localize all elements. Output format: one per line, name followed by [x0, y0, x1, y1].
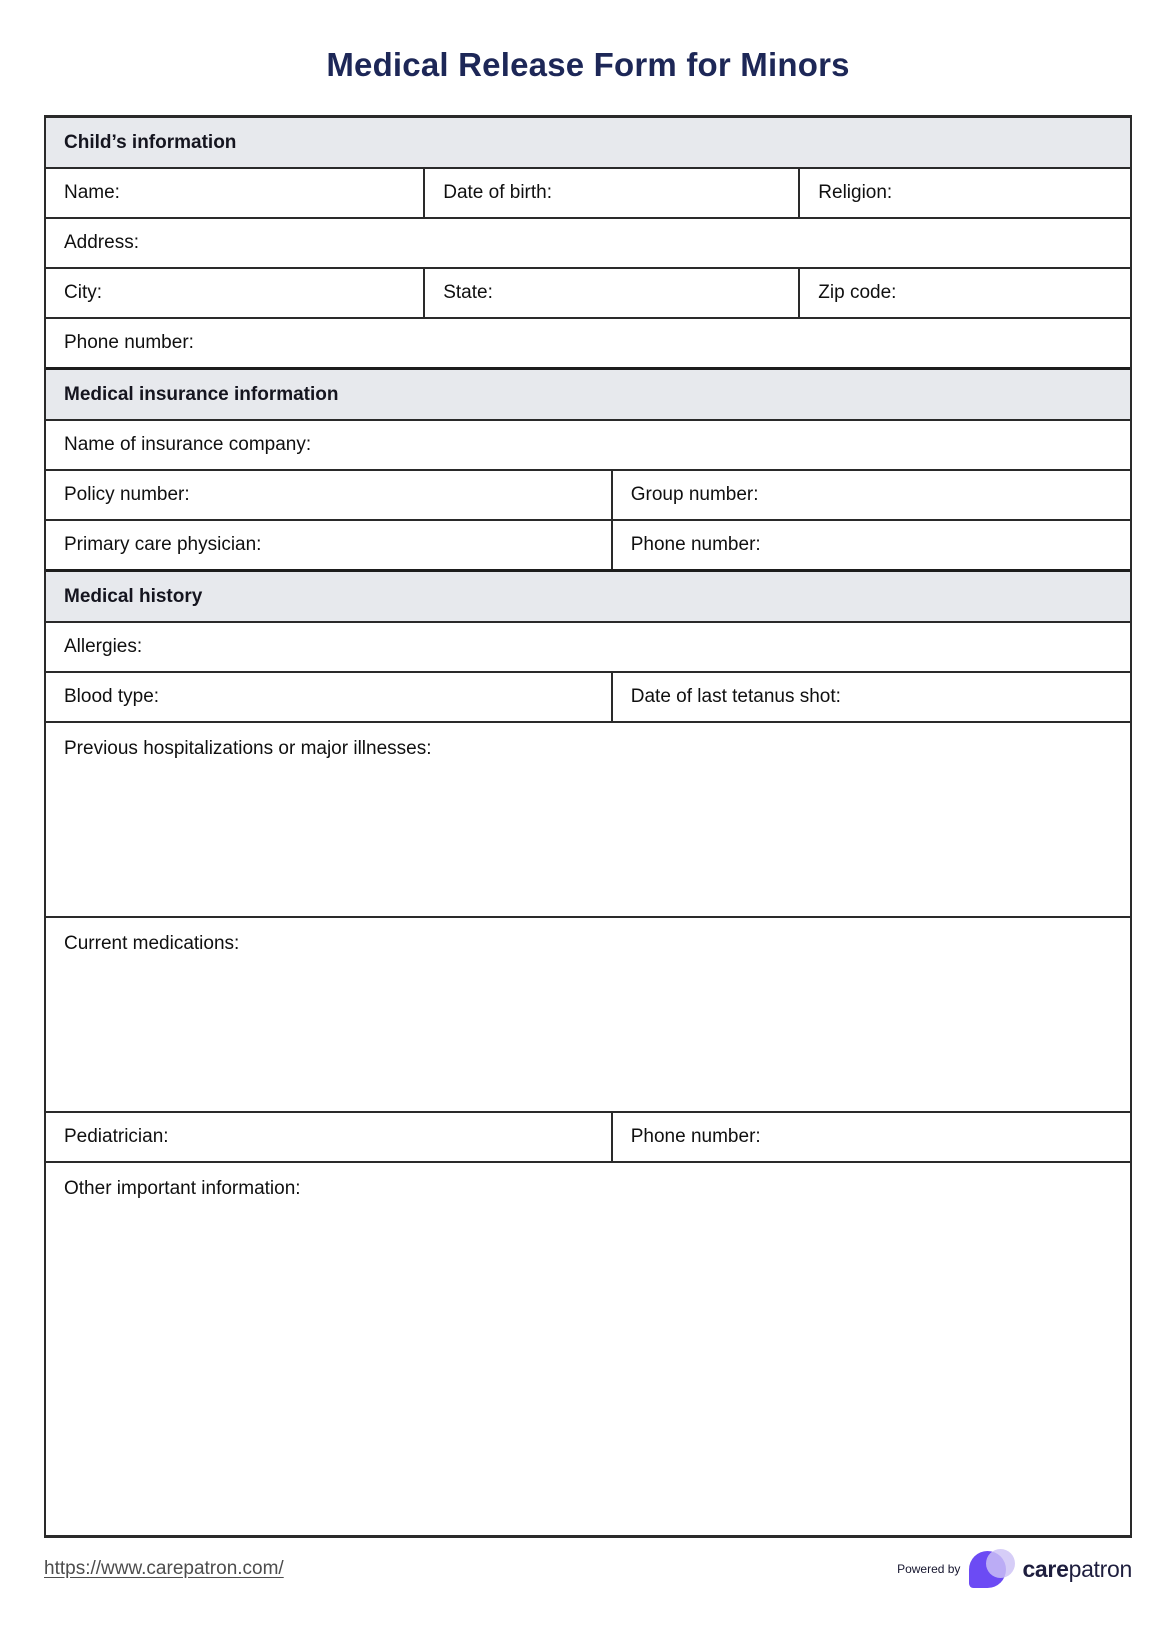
field-group-number[interactable] — [611, 471, 1130, 519]
field-primary-care-physician[interactable] — [46, 521, 611, 569]
field-label: Name: — [64, 182, 120, 203]
field-label: State: — [443, 282, 493, 303]
section-title: Child’s information — [64, 131, 237, 153]
field-zip-code[interactable] — [798, 269, 1130, 317]
form-row — [46, 167, 1130, 217]
section-title: Medical insurance information — [64, 383, 339, 405]
field-religion[interactable] — [798, 169, 1130, 217]
form-row — [46, 519, 1130, 569]
form-row — [46, 1111, 1130, 1161]
field-label: Address: — [64, 232, 139, 253]
section-header-cell — [46, 370, 1130, 419]
page-title: Medical Release Form for Minors — [326, 46, 850, 83]
field-label: Previous hospitalizations or major illnesses: — [64, 738, 432, 759]
field-name[interactable] — [46, 169, 423, 217]
form-row — [46, 671, 1130, 721]
field-city[interactable] — [46, 269, 423, 317]
field-label: Policy number: — [64, 484, 190, 505]
field-blood-type[interactable] — [46, 673, 611, 721]
section-header-childs-information — [46, 118, 1130, 167]
form-row — [46, 267, 1130, 317]
field-insurance-company[interactable] — [46, 421, 1130, 469]
form-row — [46, 1161, 1130, 1535]
carepatron-url-link[interactable]: https://www.carepatron.com/ — [44, 1558, 284, 1579]
field-label: Date of last tetanus shot: — [630, 686, 841, 707]
field-address[interactable] — [46, 219, 1130, 267]
section-header-medical-insurance — [46, 367, 1130, 419]
carepatron-logo-icon — [969, 1549, 1015, 1589]
form-row — [46, 621, 1130, 671]
medical-release-form-table — [44, 115, 1132, 1538]
page-footer — [44, 1546, 1132, 1592]
field-label: Blood type: — [64, 686, 160, 707]
field-state[interactable] — [423, 269, 798, 317]
field-label: Primary care physician: — [64, 534, 262, 555]
field-phone-number[interactable] — [46, 319, 1130, 367]
form-row — [46, 916, 1130, 1111]
field-label: Phone number: — [630, 1126, 761, 1147]
section-title: Medical history — [64, 585, 203, 607]
logo-lavender-circle — [986, 1549, 1015, 1578]
field-label: Pediatrician: — [64, 1126, 169, 1147]
field-label: Name of insurance company: — [64, 434, 312, 455]
form-row — [46, 317, 1130, 367]
field-label: Group number: — [630, 484, 759, 505]
field-label: Allergies: — [64, 636, 143, 657]
field-label: City: — [64, 282, 102, 303]
field-current-medications[interactable] — [46, 918, 1130, 1111]
field-pediatrician-phone-number[interactable] — [611, 1113, 1130, 1161]
form-row — [46, 419, 1130, 469]
field-pediatrician[interactable] — [46, 1113, 611, 1161]
section-header-cell — [46, 118, 1130, 167]
field-label: Phone number: — [64, 332, 194, 353]
carepatron-wordmark — [1022, 1556, 1132, 1583]
field-label: Phone number: — [630, 534, 761, 555]
field-date-of-birth[interactable] — [423, 169, 798, 217]
field-last-tetanus-shot[interactable] — [611, 673, 1130, 721]
field-label: Religion: — [818, 182, 893, 203]
brand-text-bold: care — [1022, 1555, 1069, 1582]
brand-text-regular: patron — [1068, 1555, 1132, 1582]
form-row — [46, 217, 1130, 267]
field-physician-phone-number[interactable] — [611, 521, 1130, 569]
field-policy-number[interactable] — [46, 471, 611, 519]
field-label: Date of birth: — [443, 182, 552, 203]
field-label: Zip code: — [818, 282, 897, 303]
field-other-important-information[interactable] — [46, 1163, 1130, 1535]
field-allergies[interactable] — [46, 623, 1130, 671]
field-label: Current medications: — [64, 933, 240, 954]
form-row — [46, 721, 1130, 916]
powered-by-label: Powered by — [897, 1562, 961, 1576]
powered-by-block — [897, 1549, 1132, 1589]
section-header-medical-history — [46, 569, 1130, 621]
field-previous-hospitalizations[interactable] — [46, 723, 1130, 916]
form-row — [46, 469, 1130, 519]
field-label: Other important information: — [64, 1178, 301, 1199]
section-header-cell — [46, 572, 1130, 621]
